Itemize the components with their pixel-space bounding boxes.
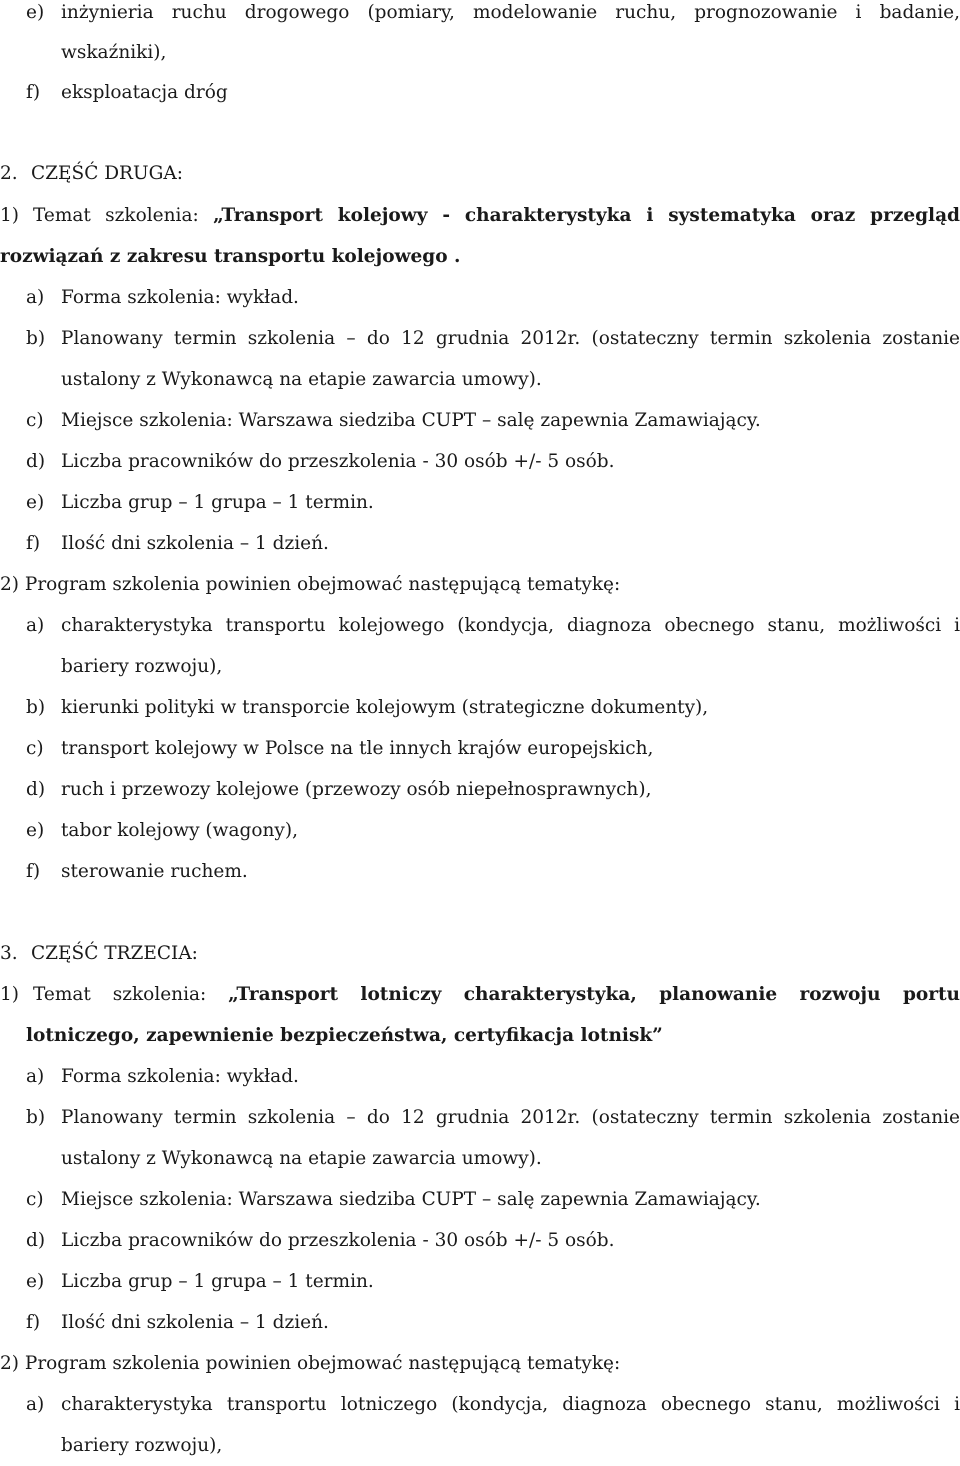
part2-detail-f — [26, 523, 960, 564]
item-label: d) — [26, 1230, 46, 1251]
part2-program-f — [26, 851, 960, 892]
part2-program-e — [26, 810, 960, 851]
part3-detail-d — [26, 1220, 960, 1261]
part3-topic-line2: lotniczego, zapewnienie bezpieczeństwa, certyfikacja lotnisk” — [26, 1025, 663, 1046]
part2-detail-a — [26, 277, 960, 318]
item-label: f) — [26, 533, 41, 554]
item-text: Liczba grup – 1 grupa – 1 termin. — [61, 492, 374, 513]
topic-number: 1) — [0, 984, 19, 1005]
part2-heading — [0, 153, 960, 194]
part2-program-b — [26, 687, 960, 728]
item-text: Liczba pracowników do przeszkolenia - 30 osób +/- 5 osób. — [61, 1230, 615, 1251]
section-title: CZĘŚĆ DRUGA: — [31, 163, 183, 184]
item-label: c) — [26, 410, 44, 431]
part2-detail-b — [26, 318, 960, 359]
item-text: charakterystyka transportu kolejowego (kondycja, diagnoza obecnego stanu, możliwości i — [61, 615, 960, 636]
item-label: c) — [26, 738, 44, 759]
part2-program-a-continuation: bariery rozwoju), — [61, 656, 223, 677]
part2-program-a — [26, 605, 960, 646]
item-text: Miejsce szkolenia: Warszawa siedziba CUPT – salę zapewnia Zamawiający. — [61, 410, 761, 431]
item-text: Planowany termin szkolenia – do 12 grudnia 2012r. (ostateczny termin szkolenia zostanie — [61, 328, 960, 349]
topic-number: 1) — [0, 205, 19, 226]
item-text: tabor kolejowy (wagony), — [61, 820, 298, 841]
item-label: e) — [26, 1271, 45, 1292]
item-text: sterowanie ruchem. — [61, 861, 248, 882]
item-text: charakterystyka transportu lotniczego (kondycja, diagnoza obecnego stanu, możliwości i — [61, 1394, 960, 1415]
item-text: Forma szkolenia: wykład. — [61, 287, 299, 308]
item-text: kierunki polityki w transporcie kolejowym (strategiczne dokumenty), — [61, 697, 709, 718]
part2-detail-e — [26, 482, 960, 523]
topic-text — [33, 974, 960, 1015]
item-text: Forma szkolenia: wykład. — [61, 1066, 299, 1087]
item-label: a) — [26, 287, 45, 308]
item-label: d) — [26, 451, 46, 472]
item-text: inżynieria ruchu drogowego (pomiary, modelowanie ruchu, prognozowanie i badanie, — [61, 2, 960, 23]
section-number: 2. — [0, 163, 18, 184]
item-text: Liczba grup – 1 grupa – 1 termin. — [61, 1271, 374, 1292]
item-label: a) — [26, 615, 45, 636]
item-label: f) — [26, 82, 41, 103]
item-text: eksploatacja dróg — [61, 82, 228, 103]
item-text: Planowany termin szkolenia – do 12 grudnia 2012r. (ostateczny termin szkolenia zostanie — [61, 1107, 960, 1128]
part3-detail-e — [26, 1261, 960, 1302]
section-title: CZĘŚĆ TRZECIA: — [31, 943, 198, 964]
part3-heading — [0, 933, 960, 974]
item-label: e) — [26, 2, 45, 23]
part3-program-a-continuation: bariery rozwoju), — [61, 1435, 223, 1456]
part3-detail-f — [26, 1302, 960, 1343]
item-text: Ilość dni szkolenia – 1 dzień. — [61, 533, 329, 554]
item-text: transport kolejowy w Polsce na tle innych krajów europejskich, — [61, 738, 654, 759]
item-label: e) — [26, 492, 45, 513]
topic-title: „Transport kolejowy - charakterystyka i systematyka oraz przegląd — [213, 205, 960, 226]
topic-prefix: Temat szkolenia: — [33, 984, 207, 1005]
part2-detail-b-continuation: ustalony z Wykonawcą na etapie zawarcia umowy). — [61, 369, 542, 390]
part2-detail-d — [26, 441, 960, 482]
part3-detail-b — [26, 1097, 960, 1138]
item-text: Ilość dni szkolenia – 1 dzień. — [61, 1312, 329, 1333]
item-label: e) — [26, 820, 45, 841]
item-label: b) — [26, 328, 46, 349]
part2-program-c — [26, 728, 960, 769]
part2-program-d — [26, 769, 960, 810]
part2-topic-line1 — [0, 195, 960, 236]
part3-topic-line1 — [0, 974, 960, 1015]
topic-title: „Transport lotniczy charakterystyka, planowanie rozwoju portu — [228, 984, 960, 1005]
item-label: b) — [26, 697, 46, 718]
item-text: Miejsce szkolenia: Warszawa siedziba CUPT – salę zapewnia Zamawiający. — [61, 1189, 761, 1210]
part3-detail-a — [26, 1056, 960, 1097]
part2-topic-line2: rozwiązań z zakresu transportu kolejowego . — [0, 246, 461, 267]
part3-detail-c — [26, 1179, 960, 1220]
part2-program-intro: 2) Program szkolenia powinien obejmować następującą tematykę: — [0, 574, 621, 595]
item-label: d) — [26, 779, 46, 800]
item-label: c) — [26, 1189, 44, 1210]
part1-item-e — [26, 0, 960, 33]
part1-item-e-continuation: wskaźniki), — [61, 42, 167, 63]
item-label: b) — [26, 1107, 46, 1128]
item-label: f) — [26, 861, 41, 882]
item-label: a) — [26, 1066, 45, 1087]
section-number: 3. — [0, 943, 18, 964]
part3-program-a — [26, 1384, 960, 1425]
topic-text — [33, 195, 960, 236]
topic-prefix: Temat szkolenia: — [33, 205, 199, 226]
part2-detail-c — [26, 400, 960, 441]
item-text: ruch i przewozy kolejowe (przewozy osób niepełnosprawnych), — [61, 779, 652, 800]
item-label: a) — [26, 1394, 45, 1415]
item-text: Liczba pracowników do przeszkolenia - 30 osób +/- 5 osób. — [61, 451, 615, 472]
part1-item-f — [26, 72, 960, 113]
item-label: f) — [26, 1312, 41, 1333]
part3-detail-b-continuation: ustalony z Wykonawcą na etapie zawarcia umowy). — [61, 1148, 542, 1169]
part3-program-intro: 2) Program szkolenia powinien obejmować następującą tematykę: — [0, 1353, 621, 1374]
